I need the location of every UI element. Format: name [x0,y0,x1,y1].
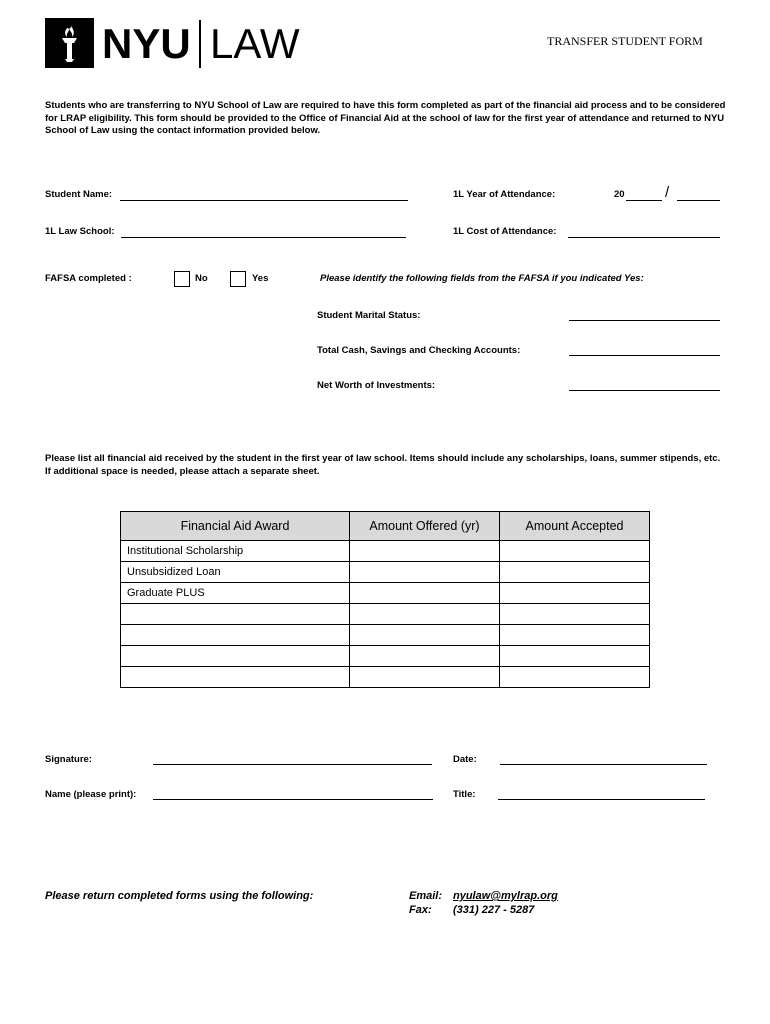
award-cell[interactable]: Unsubsidized Loan [121,562,350,583]
cost-attendance-label: 1L Cost of Attendance: [453,226,557,237]
award-cell[interactable]: Graduate PLUS [121,583,350,604]
accepted-cell[interactable] [500,646,650,667]
fafsa-instruction: Please identify the following fields from the FAFSA if you indicated Yes: [320,273,644,284]
table-header-row [121,512,650,541]
marital-status-label: Student Marital Status: [317,310,421,321]
accepted-cell[interactable] [500,541,650,562]
email-label: Email: [409,890,443,902]
logo-law-text: LAW [210,20,300,67]
nyu-torch-logo [45,18,94,68]
offered-cell[interactable] [350,562,500,583]
student-name-field[interactable] [120,200,408,201]
logo-nyu-text: NYU [102,20,191,67]
marital-status-field[interactable] [569,320,720,321]
name-label: Name (please print): [45,789,137,800]
table-row [121,541,650,562]
year-attendance-label: 1L Year of Attendance: [453,189,556,200]
net-worth-field[interactable] [569,390,720,391]
fafsa-no-label: No [195,273,208,284]
date-label: Date: [453,754,477,765]
award-cell[interactable] [121,667,350,688]
financial-aid-table [120,511,650,688]
accepted-cell[interactable] [500,667,650,688]
title-field[interactable] [498,799,705,800]
year-start-field[interactable] [626,200,662,201]
table-row [121,562,650,583]
cash-field[interactable] [569,355,720,356]
accepted-cell[interactable] [500,562,650,583]
year-prefix: 20 [614,189,625,200]
award-cell[interactable] [121,625,350,646]
year-slash: / [665,184,670,201]
fafsa-yes-checkbox[interactable] [230,271,246,287]
return-instructions: Please return completed forms using the following: [45,890,314,902]
signature-label: Signature: [45,754,92,765]
table-row [121,625,650,646]
fafsa-yes-label: Yes [252,273,269,284]
intro-paragraph: Students who are transferring to NYU School of Law are required to have this form completed as part of the financial aid process and to be considered for LRAP eligibility. This form should be provided to the Office of Financial Aid at the school of law for the first year of attendance and returned to NYU School of Law using the contact information provided below. [45,100,726,136]
cost-attendance-field[interactable] [568,237,720,238]
offered-cell[interactable] [350,667,500,688]
offered-cell[interactable] [350,541,500,562]
student-name-label: Student Name: [45,189,113,200]
offered-cell[interactable] [350,583,500,604]
email-link[interactable]: nyulaw@mylrap.org [453,890,558,902]
logo-divider [199,20,201,68]
fax-number: (331) 227 - 5287 [453,904,535,916]
title-label: Title: [453,789,476,800]
form-title: TRANSFER STUDENT FORM [547,34,703,48]
date-field[interactable] [500,764,707,765]
header-accepted: Amount Accepted [500,512,650,541]
law-school-label: 1L Law School: [45,226,115,237]
header-offered: Amount Offered (yr) [350,512,500,541]
table-row [121,604,650,625]
torch-icon [45,18,94,68]
accepted-cell[interactable] [500,604,650,625]
accepted-cell[interactable] [500,583,650,604]
fax-label: Fax: [409,904,432,916]
table-row [121,667,650,688]
header-award: Financial Aid Award [121,512,350,541]
award-cell[interactable]: Institutional Scholarship [121,541,350,562]
net-worth-label: Net Worth of Investments: [317,380,436,391]
award-cell[interactable] [121,646,350,667]
fafsa-label: FAFSA completed : [45,273,132,284]
offered-cell[interactable] [350,646,500,667]
name-field[interactable] [153,799,433,800]
year-end-field[interactable] [677,200,720,201]
table-row [121,583,650,604]
accepted-cell[interactable] [500,625,650,646]
offered-cell[interactable] [350,604,500,625]
offered-cell[interactable] [350,625,500,646]
aid-instruction: Please list all financial aid received by the student in the first year of law school. Items should include any scholarships, loans, summer stipends, etc. If additional space is needed, please attach a separate sheet. [45,453,721,477]
award-cell[interactable] [121,604,350,625]
signature-field[interactable] [153,764,432,765]
law-school-field[interactable] [121,237,406,238]
fafsa-no-checkbox[interactable] [174,271,190,287]
cash-label: Total Cash, Savings and Checking Accounts: [317,345,521,356]
table-row [121,646,650,667]
